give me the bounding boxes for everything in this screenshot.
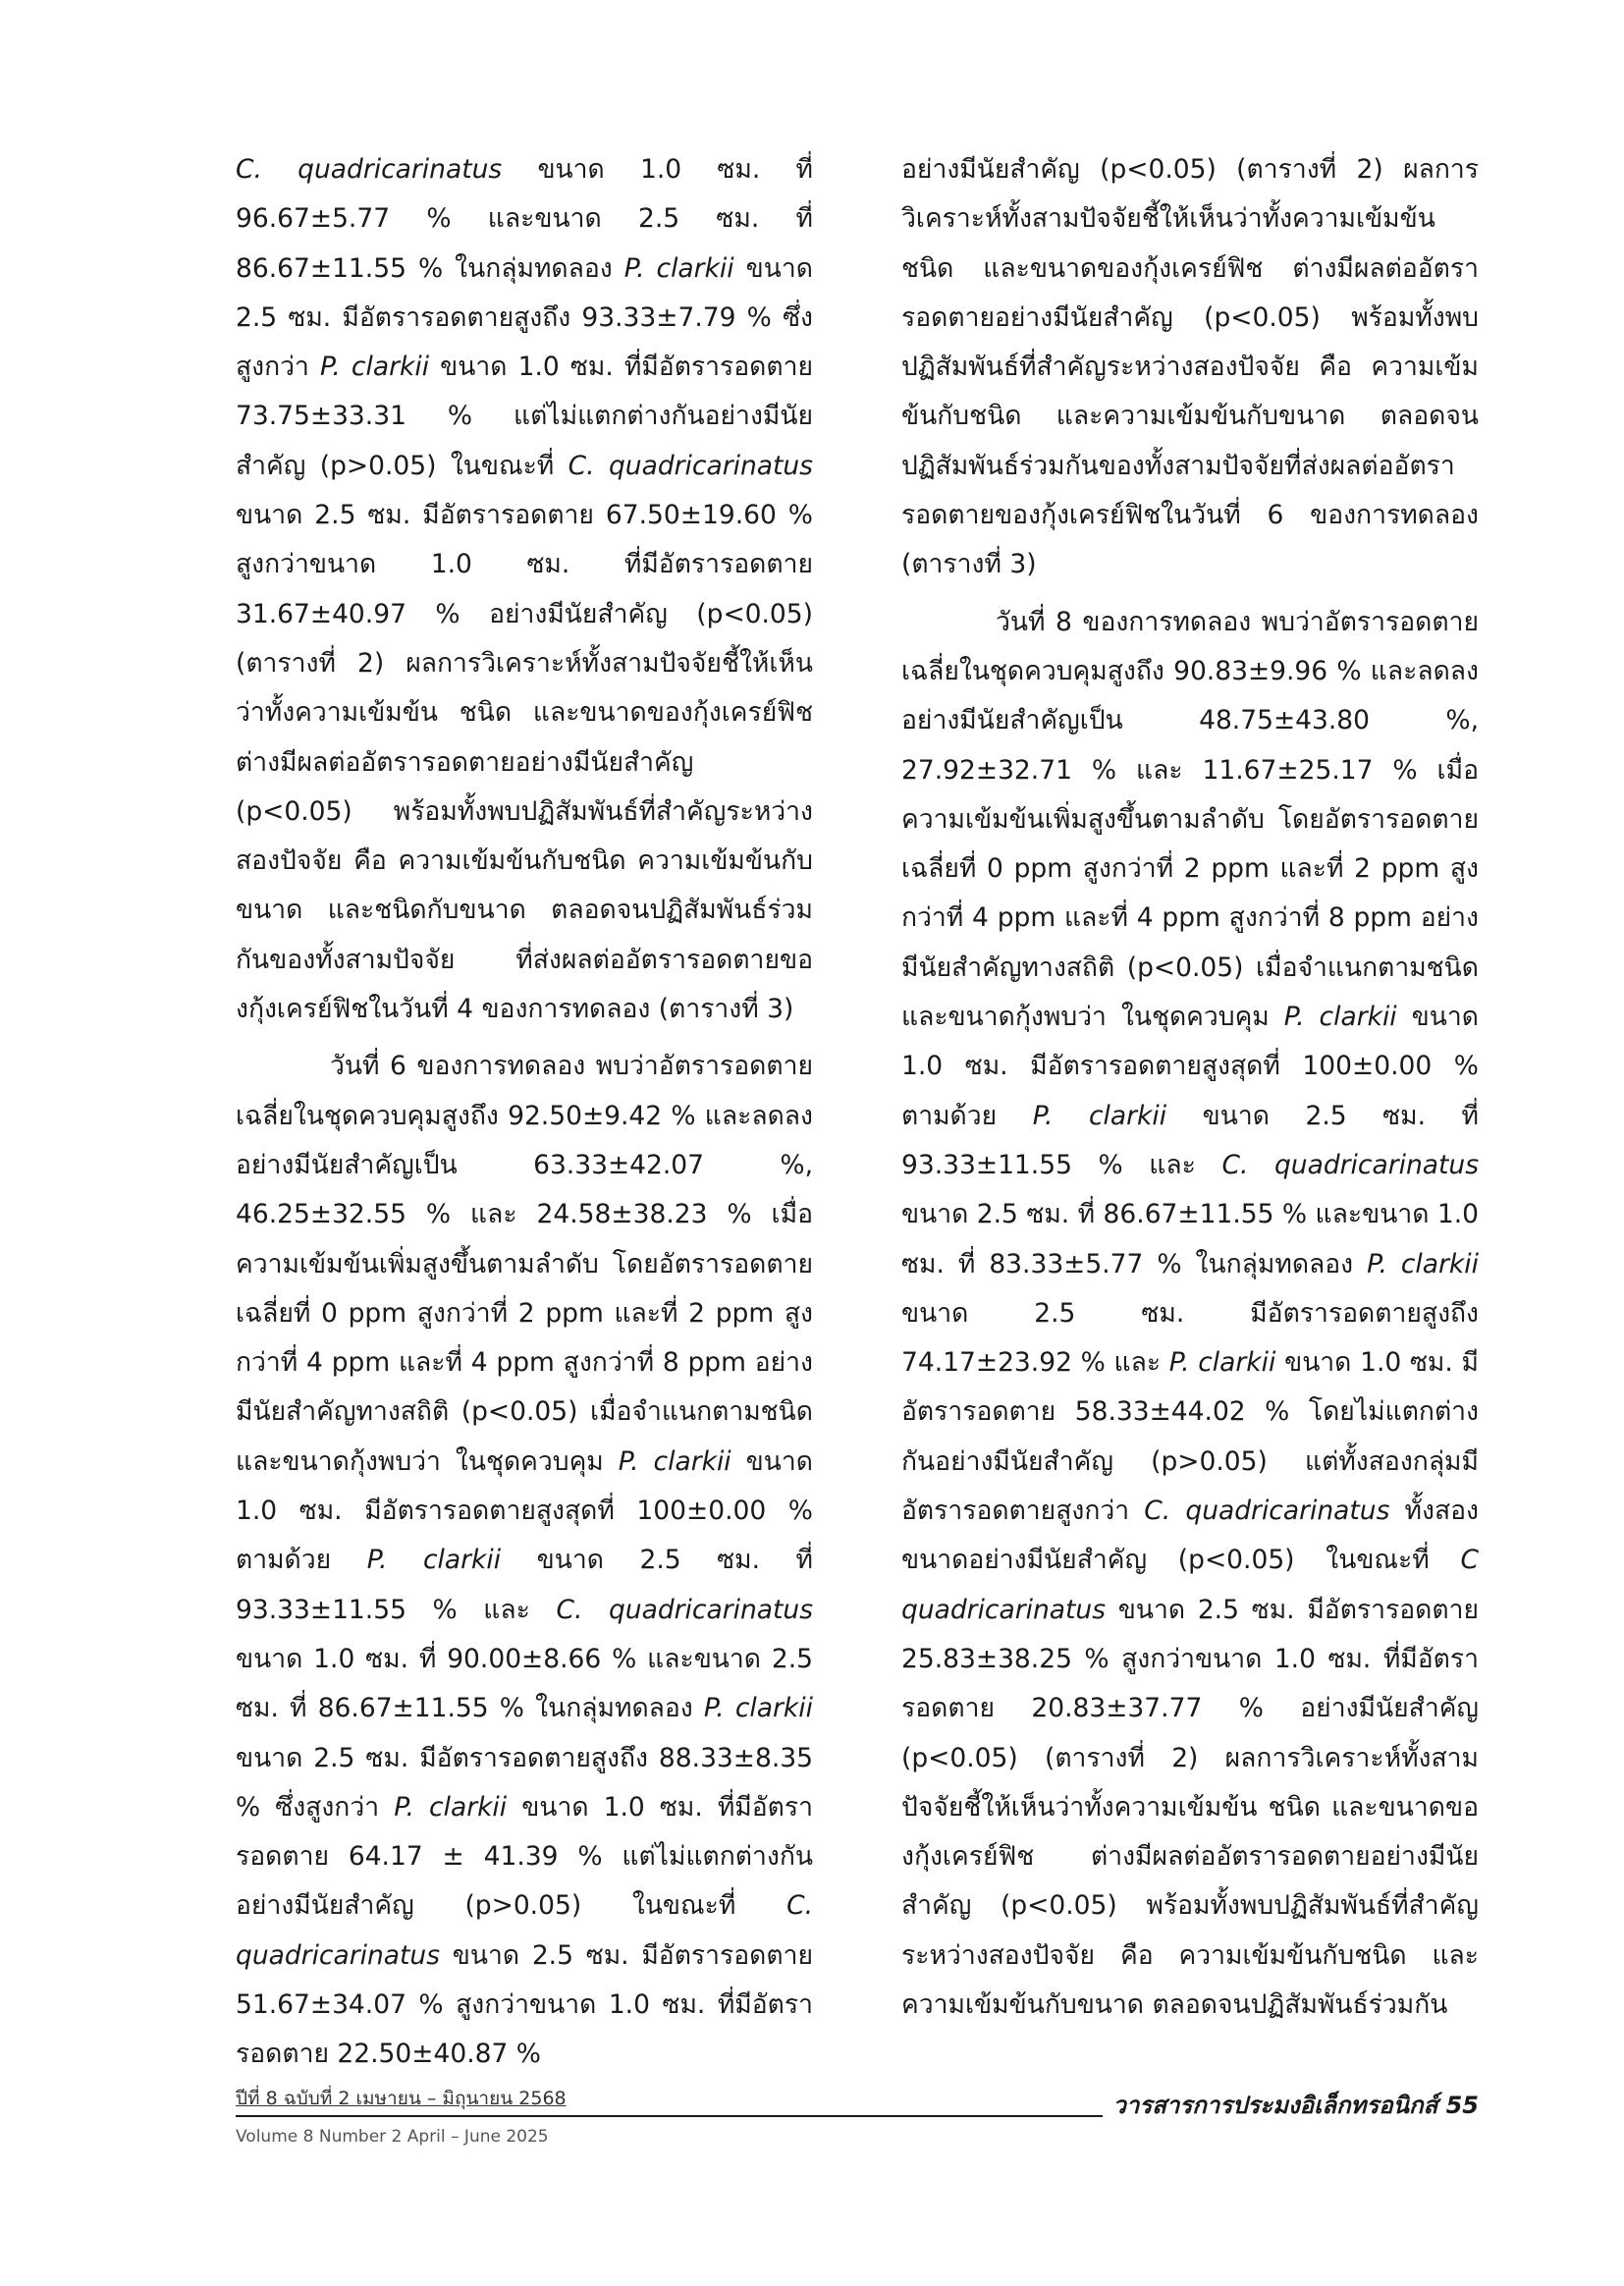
paragraph xyxy=(901,145,1479,590)
text-run: ขนาด 1.0 ซม. มีอัตรารอดตายสูงสุดที่ 100±0.00 % ตามด้วย xyxy=(901,1002,1479,1131)
text-run: ทั้งสองขนาดอย่างมีนัยสำคัญ (p<0.05) ในขณะที่ xyxy=(901,1496,1479,1576)
species-name: P. clarkii xyxy=(618,1445,731,1477)
paragraph xyxy=(236,145,813,1034)
text-run: ขนาด 2.5 ซม. มีอัตรารอดตาย 25.83±38.25 % สูงกว่าขนาด 1.0 ซม. ที่มีอัตรารอดตาย 20.83±37.77 % อย่างมีนัยสำคัญ (p<0.05) (ตารางที่ 2) ผลการวิเคราะห์ทั้งสามปัจจัยชี้ให้เห็นว่าทั้งความเข้มข้น ชนิด และขนาดของกุ้งเครย์ฟิช ต่างมีผลต่ออัตรารอดตายอย่างมีนัยสำคัญ (p<0.05) พร้อมทั้งพบปฏิสัมพันธ์ที่สำคัญระหว่างสองปัจจัย คือ ความเข้มข้นกับชนิด และความเข้มข้นกับขนาด ตลอดจนปฏิสัมพันธ์ร่วมกัน xyxy=(901,1594,1479,2020)
species-name: C. quadricarinatus xyxy=(236,154,503,185)
paragraph xyxy=(236,1042,813,2079)
text-run: อย่างมีนัยสำคัญ (p<0.05) (ตารางที่ 2) ผลการวิเคราะห์ทั้งสามปัจจัยชี้ให้เห็นว่าทั้งความเข้มข้น ชนิด และขนาดของกุ้งเครย์ฟิช ต่างมีผลต่ออัตรารอดตายอย่างมีนัยสำคัญ (p<0.05) พร้อมทั้งพบปฏิสัมพันธ์ที่สำคัญระหว่างสองปัจจัย คือ ความเข้มข้นกับชนิด และความเข้มข้นกับขนาด ตลอดจนปฏิสัมพันธ์ร่วมกันของทั้งสามปัจจัยที่ส่งผลต่ออัตรารอดตายของกุ้งเครย์ฟิชในวันที่ 6 ของการทดลอง (ตารางที่ 3) xyxy=(901,154,1479,580)
text-run: วันที่ 8 ของการทดลอง พบว่าอัตรารอดตายเฉลี่ยในชุดควบคุมสูงถึง 90.83±9.96 % และลดลงอย่างมีนัยสำคัญเป็น 48.75±43.80 %, 27.92±32.71 % และ 11.67±25.17 % เมื่อความเข้มข้นเพิ่มสูงขึ้นตามลำดับ โดยอัตรารอดตายเฉลี่ยที่ 0 ppm สูงกว่าที่ 2 ppm และที่ 2 ppm สูงกว่าที่ 4 ppm และที่ 4 ppm สูงกว่าที่ 8 ppm อย่างมีนัยสำคัญทางสถิติ (p<0.05) เมื่อจำแนกตามชนิดและขนาดกุ้งพบว่า ในชุดควบคุม xyxy=(901,606,1479,1033)
species-name: C quadricarinatus xyxy=(901,1545,1479,1625)
text-run: ขนาด 2.5 ซม. มีอัตรารอดตายสูงถึง 74.17±23.92 % และ xyxy=(901,1297,1479,1379)
text-run: ขนาด 1.0 ซม. ที่ 90.00±8.66 % และขนาด 2.5 ซม. ที่ 86.67±11.55 % ในกลุ่มทดลอง xyxy=(236,1643,813,1724)
text-run: ขนาด 1.0 ซม. ที่มีอัตรารอดตาย 64.17 ± 41.39 % แต่ไม่แตกต่างกันอย่างมีนัยสำคัญ (p>0.05) ในขณะที่ xyxy=(236,1791,813,1922)
footer-journal-page: วารสารการประมงอิเล็กทรอนิกส์ 55 xyxy=(1103,2086,1479,2124)
text-run: ขนาด 2.5 ซม. มีอัตรารอดตายสูงถึง 88.33±8.35 % ซึ่งสูงกว่า xyxy=(236,1742,813,1823)
text-run: ขนาด 2.5 ซม. มีอัตรารอดตาย 51.67±34.07 % สูงกว่าขนาด 1.0 ซม. ที่มีอัตรารอดตาย 22.50±40.87 % xyxy=(236,1939,813,2070)
species-name: P. clarkii xyxy=(394,1791,508,1823)
right-column xyxy=(901,145,1479,2038)
page-footer xyxy=(236,2080,1479,2168)
species-name: P. clarkii xyxy=(1367,1248,1479,1279)
text-run: ขนาด 2.5 ซม. ที่ 86.67±11.55 % และขนาด 1.0 ซม. ที่ 83.33±5.77 % ในกลุ่มทดลอง xyxy=(901,1199,1479,1279)
species-name: C. quadricarinatus xyxy=(556,1594,813,1625)
text-run: ขนาด 1.0 ซม. มีอัตรารอดตายสูงสุดที่ 100±0.00 % ตามด้วย xyxy=(236,1445,813,1576)
species-name: C. quadricarinatus xyxy=(568,450,813,481)
text-run: ขนาด 2.5 ซม. มีอัตรารอดตาย 67.50±19.60 % สูงกว่าขนาด 1.0 ซม. ที่มีอัตรารอดตาย 31.67±40.97 % อย่างมีนัยสำคัญ (p<0.05) (ตารางที่ 2) ผลการวิเคราะห์ทั้งสามปัจจัยชี้ให้เห็นว่าทั้งความเข้มข้น ชนิด และขนาดของกุ้งเครย์ฟิช ต่างมีผลต่ออัตรารอดตายอย่างมีนัยสำคัญ (p<0.05) พร้อมทั้งพบปฏิสัมพันธ์ที่สำคัญระหว่างสองปัจจัย คือ ความเข้มข้นกับชนิด ความเข้มข้นกับขนาด และชนิดกับขนาด ตลอดจนปฏิสัมพันธ์ร่วมกันของทั้งสามปัจจัย ที่ส่งผลต่ออัตรารอดตายของกุ้งเครย์ฟิชในวันที่ 4 ของการทดลอง (ตารางที่ 3) xyxy=(236,500,813,1025)
text-run: ขนาด 1.0 ซม. มีอัตรารอดตาย 58.33±44.02 % โดยไม่แตกต่างกันอย่างมีนัยสำคัญ (p>0.05) แต่ทั้งสองกลุ่มมีอัตรารอดตายสูงกว่า xyxy=(901,1347,1479,1527)
species-name: C. quadricarinatus xyxy=(1144,1496,1390,1527)
text-run: ขนาด 1.0 ซม. ที่มีอัตรารอดตาย 73.75±33.31 % แต่ไม่แตกต่างกันอย่างมีนัยสำคัญ (p>0.05) ในขณะที่ xyxy=(236,352,814,481)
species-name: P. clarkii xyxy=(623,252,734,284)
paragraph xyxy=(901,598,1479,2031)
text-run: ขนาด 2.5 ซม. ที่ 93.33±11.55 % และ xyxy=(236,1545,813,1625)
footer-issue-english: Volume 8 Number 2 April – June 2025 xyxy=(236,2127,549,2147)
species-name: P. clarkii xyxy=(366,1545,502,1576)
text-run: ขนาด 2.5 ซม. ที่ 93.33±11.55 % และ xyxy=(901,1100,1479,1180)
species-name: P. clarkii xyxy=(703,1693,813,1724)
species-name: C. quadricarinatus xyxy=(236,1890,813,1971)
species-name: P. clarkii xyxy=(320,352,430,383)
species-name: P. clarkii xyxy=(1168,1347,1276,1379)
species-name: P. clarkii xyxy=(1283,1002,1397,1033)
text-run: ขนาด 2.5 ซม. มีอัตรารอดตายสูงถึง 93.33±7.79 % ซึ่งสูงกว่า xyxy=(236,252,813,383)
left-column xyxy=(236,145,813,2088)
species-name: C. quadricarinatus xyxy=(1221,1149,1479,1180)
text-run: ขนาด 1.0 ซม. ที่ 96.67±5.77 % และขนาด 2.5 ซม. ที่ 86.67±11.55 % ในกลุ่มทดลอง xyxy=(236,154,813,284)
text-run: วันที่ 6 ของการทดลอง พบว่าอัตรารอดตายเฉลี่ยในชุดควบคุมสูงถึง 92.50±9.42 % และลดลงอย่างมีนัยสำคัญเป็น 63.33±42.07 %, 46.25±32.55 % และ 24.58±38.23 % เมื่อความเข้มข้นเพิ่มสูงขึ้นตามลำดับ โดยอัตรารอดตายเฉลี่ยที่ 0 ppm สูงกว่าที่ 2 ppm และที่ 2 ppm สูงกว่าที่ 4 ppm และที่ 4 ppm สูงกว่าที่ 8 ppm อย่างมีนัยสำคัญทางสถิติ (p<0.05) เมื่อจำแนกตามชนิดและขนาดกุ้งพบว่า ในชุดควบคุม xyxy=(236,1051,813,1477)
footer-issue-thai: ปีที่ 8 ฉบับที่ 2 เมษายน – มิถุนายน 2568 xyxy=(236,2084,574,2113)
species-name: P. clarkii xyxy=(1032,1100,1167,1131)
